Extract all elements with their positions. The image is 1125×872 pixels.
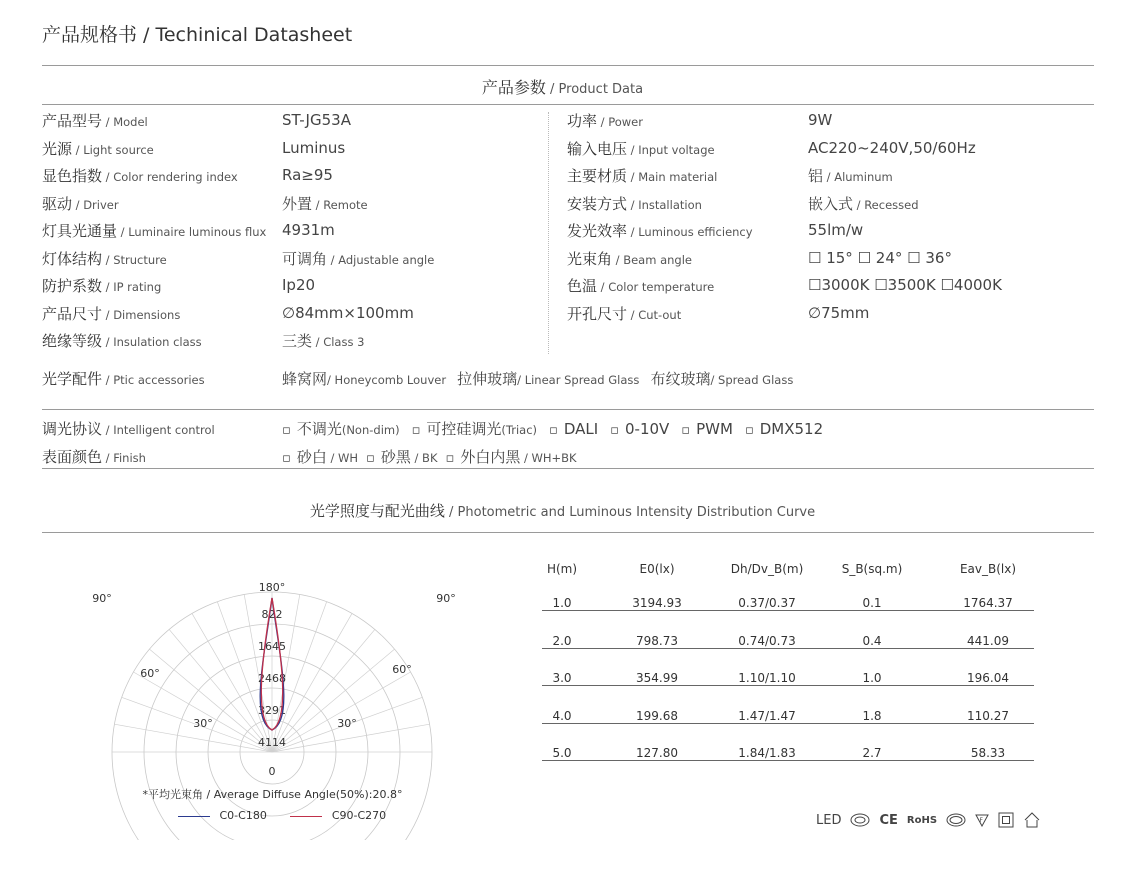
product_data.right-label-1: 输入电压 / Input voltage xyxy=(567,139,715,158)
product_data.left-value-4: 4931m xyxy=(282,221,335,239)
cqc-mark-icon xyxy=(946,813,966,827)
control-row xyxy=(42,418,1094,442)
finish-option-1: ▫ 砂黑 / BK xyxy=(366,448,438,466)
polar-ring-label: 2468 xyxy=(258,672,286,685)
product_data.left-label-1: 光源 / Light source xyxy=(42,139,154,158)
class-ii-icon xyxy=(998,812,1014,828)
table-cell: 127.80 xyxy=(636,746,678,760)
ic-mark-icon xyxy=(1023,811,1041,829)
legend-swatch-c90 xyxy=(290,816,322,817)
table-cell: 5.0 xyxy=(552,746,572,760)
table-row-divider xyxy=(542,648,1034,649)
optics-label: 光学配件 / Ptic accessories xyxy=(42,370,205,388)
table-cell: 110.27 xyxy=(967,708,1009,723)
table-cell: 196.04 xyxy=(967,671,1009,685)
product_data.left-label-7: 产品尺寸 / Dimensions xyxy=(42,304,181,323)
table-cell: 1.47/1.47 xyxy=(738,708,796,723)
photometric-title: 光学照度与配光曲线 / Photometric and Luminous Intensity Distribution Curve xyxy=(309,502,816,520)
finish-label: 表面颜色 / Finish xyxy=(42,448,146,466)
table-cell: 0.4 xyxy=(862,633,882,648)
product_data.left-label-2: 显色指数 / Color rendering index xyxy=(42,167,238,185)
product_data.right-value-2: 铝 / Aluminum xyxy=(808,167,893,185)
control-options xyxy=(282,418,835,439)
polar-angle-label: 30° xyxy=(193,717,213,730)
polar-angle-label: 90° xyxy=(92,592,112,605)
product_data.left-label-5: 灯体结构 / Structure xyxy=(42,249,167,268)
control-label: 调光协议 / Intelligent control xyxy=(42,420,215,438)
finish-options xyxy=(282,446,585,467)
table-cell: 1.84/1.83 xyxy=(738,746,796,760)
product_data.left-label-8: 绝缘等级 / Insulation class xyxy=(42,332,202,350)
product_data.right-label-3: 安装方式 / Installation xyxy=(567,194,702,213)
polar-ring-label: 822 xyxy=(261,608,283,621)
table-cell: 354.99 xyxy=(636,671,678,685)
control-option-5: ▫ DMX512 xyxy=(744,420,824,438)
photometric-divider xyxy=(42,532,1094,533)
product_data.right-value-4: 55lm/w xyxy=(808,221,864,239)
polar-ring-label: 3291 xyxy=(258,704,286,717)
product_data.right-label-2: 主要材质 / Main material xyxy=(567,167,718,185)
legend-swatch-c0 xyxy=(178,816,210,817)
svg-text:F: F xyxy=(979,817,983,824)
polar-angle-label: 60° xyxy=(392,663,412,676)
certification-marks xyxy=(816,810,1041,830)
product_data.left-value-2: Ra≥95 xyxy=(282,166,333,184)
polar-angle-label: 0 xyxy=(268,765,276,778)
product_data.left-value-5: 可调角 / Adjustable angle xyxy=(282,249,435,268)
product_data.right-value-3: 嵌入式 / Recessed xyxy=(808,194,919,213)
product_data.right-label-7: 开孔尺寸 / Cut-out xyxy=(567,304,682,323)
product_data.right-value-0: 9W xyxy=(808,111,833,129)
ccc-mark-icon xyxy=(850,813,870,827)
table-cell: 1.10/1.10 xyxy=(738,671,796,685)
table-header: E0(lx) xyxy=(639,562,675,576)
table-cell: 1.8 xyxy=(862,708,882,723)
table-cell: 4.0 xyxy=(552,708,572,723)
product_data.left-value-0: ST-JG53A xyxy=(282,111,351,129)
table-cell: 199.68 xyxy=(636,708,678,723)
polar-angle-label: 90° xyxy=(436,592,456,605)
product_data.right-label-0: 功率 / Power xyxy=(567,112,643,130)
product_data.right-label-6: 色温 / Color temperature xyxy=(567,277,715,295)
product_data.left-value-1: Luminus xyxy=(282,138,346,157)
photometric-table xyxy=(542,560,1034,770)
table-cell: 441.09 xyxy=(967,633,1009,648)
product_data.left-value-6: Ip20 xyxy=(282,276,316,294)
control-option-3: ▫ 0-10V xyxy=(610,420,670,438)
optics-divider xyxy=(42,409,1094,410)
led-mark-icon: LED xyxy=(816,812,842,828)
table-row-divider xyxy=(542,610,1034,611)
table-cell: 1764.37 xyxy=(963,596,1013,610)
product_data.left-value-8: 三类 / Class 3 xyxy=(282,332,365,350)
polar-angle-label: 30° xyxy=(337,717,357,730)
finish-row xyxy=(42,446,1094,470)
product_data.right-value-5: ☐ 15° ☐ 24° ☐ 36° xyxy=(808,248,952,267)
legend-label-c90: C90-C270 xyxy=(331,809,387,822)
section-title-product-data: 产品参数 / Product Data xyxy=(481,78,644,97)
table-cell: 0.37/0.37 xyxy=(738,596,796,610)
f-mark-icon xyxy=(975,813,989,827)
table-row-divider xyxy=(542,685,1034,686)
product_data.left-label-3: 驱动 / Driver xyxy=(42,194,119,213)
polar-ring-label: 1645 xyxy=(258,640,286,653)
optics-row xyxy=(42,368,1094,392)
table-cell: 2.7 xyxy=(862,746,882,760)
product_data.right-label-5: 光束角 / Beam angle xyxy=(567,249,692,268)
table-row-divider xyxy=(542,723,1034,724)
table-header: S_B(sq.m) xyxy=(841,562,903,576)
table-header: Eav_B(lx) xyxy=(959,562,1017,576)
table-cell: 2.0 xyxy=(552,633,572,648)
polar-angle-label: 180° xyxy=(258,581,286,594)
table-cell: 798.73 xyxy=(636,633,678,648)
section-divider xyxy=(42,104,1094,105)
product_data.left-value-3: 外置 / Remote xyxy=(282,194,368,213)
table-cell: 0.1 xyxy=(862,596,882,610)
table-cell: 3.0 xyxy=(552,671,572,685)
beam-angle-caption: *平均光束角 / Average Diffuse Angle(50%):20.8° xyxy=(142,788,403,801)
polar-angle-label: 60° xyxy=(140,667,160,680)
polar-ring-label: 4114 xyxy=(258,736,286,749)
finish-option-0: ▫ 砂白 / WH xyxy=(282,448,359,466)
product_data.right-value-6: ☐3000K ☐3500K ☐4000K xyxy=(808,276,1002,294)
optics-options: 蜂窝网/ Honeycomb Louver 拉伸玻璃/ Linear Spread Glass 布纹玻璃/ Spread Glass xyxy=(282,370,794,388)
rohs-mark-icon: RoHS xyxy=(906,814,938,826)
finish-option-2: ▫ 外白内黑 / WH+BK xyxy=(445,448,577,466)
control-option-1: ▫ 可控硅调光(Triac) xyxy=(411,420,538,438)
finish-divider xyxy=(42,468,1094,469)
polar-legend xyxy=(178,809,386,822)
product_data.left-label-4: 灯具光通量 / Luminaire luminous flux xyxy=(42,222,267,240)
table-cell: 3194.93 xyxy=(632,596,682,610)
header-divider xyxy=(42,65,1094,66)
table-cell: 1.0 xyxy=(862,671,882,685)
table-cell: 0.74/0.73 xyxy=(738,633,796,648)
table-cell: 58.33 xyxy=(970,746,1006,760)
page-title: 产品规格书 / Techinical Datasheet xyxy=(42,24,353,46)
product_data.right-label-4: 发光效率 / Luminous efficiency xyxy=(567,222,753,240)
legend-label-c0: C0-C180 xyxy=(219,809,267,822)
table-cell: 1.0 xyxy=(552,596,572,610)
control-option-2: ▫ DALI xyxy=(549,420,599,438)
product_data.left-label-6: 防护系数 / IP rating xyxy=(42,277,162,295)
control-option-4: ▫ PWM xyxy=(681,420,733,438)
product_data.left-label-0: 产品型号 / Model xyxy=(42,112,148,130)
control-option-0: ▫ 不调光(Non-dim) xyxy=(282,420,400,438)
product_data.right-value-1: AC220~240V,50/60Hz xyxy=(808,138,976,157)
product_data.left-value-7: ∅84mm×100mm xyxy=(282,303,414,322)
table-row-divider xyxy=(542,760,1034,761)
ce-mark-icon: CE xyxy=(879,812,898,828)
product_data.right-value-7: ∅75mm xyxy=(808,303,870,322)
table-header: Dh/Dv_B(m) xyxy=(730,562,804,576)
table-header: H(m) xyxy=(546,562,578,576)
column-divider xyxy=(548,112,549,354)
